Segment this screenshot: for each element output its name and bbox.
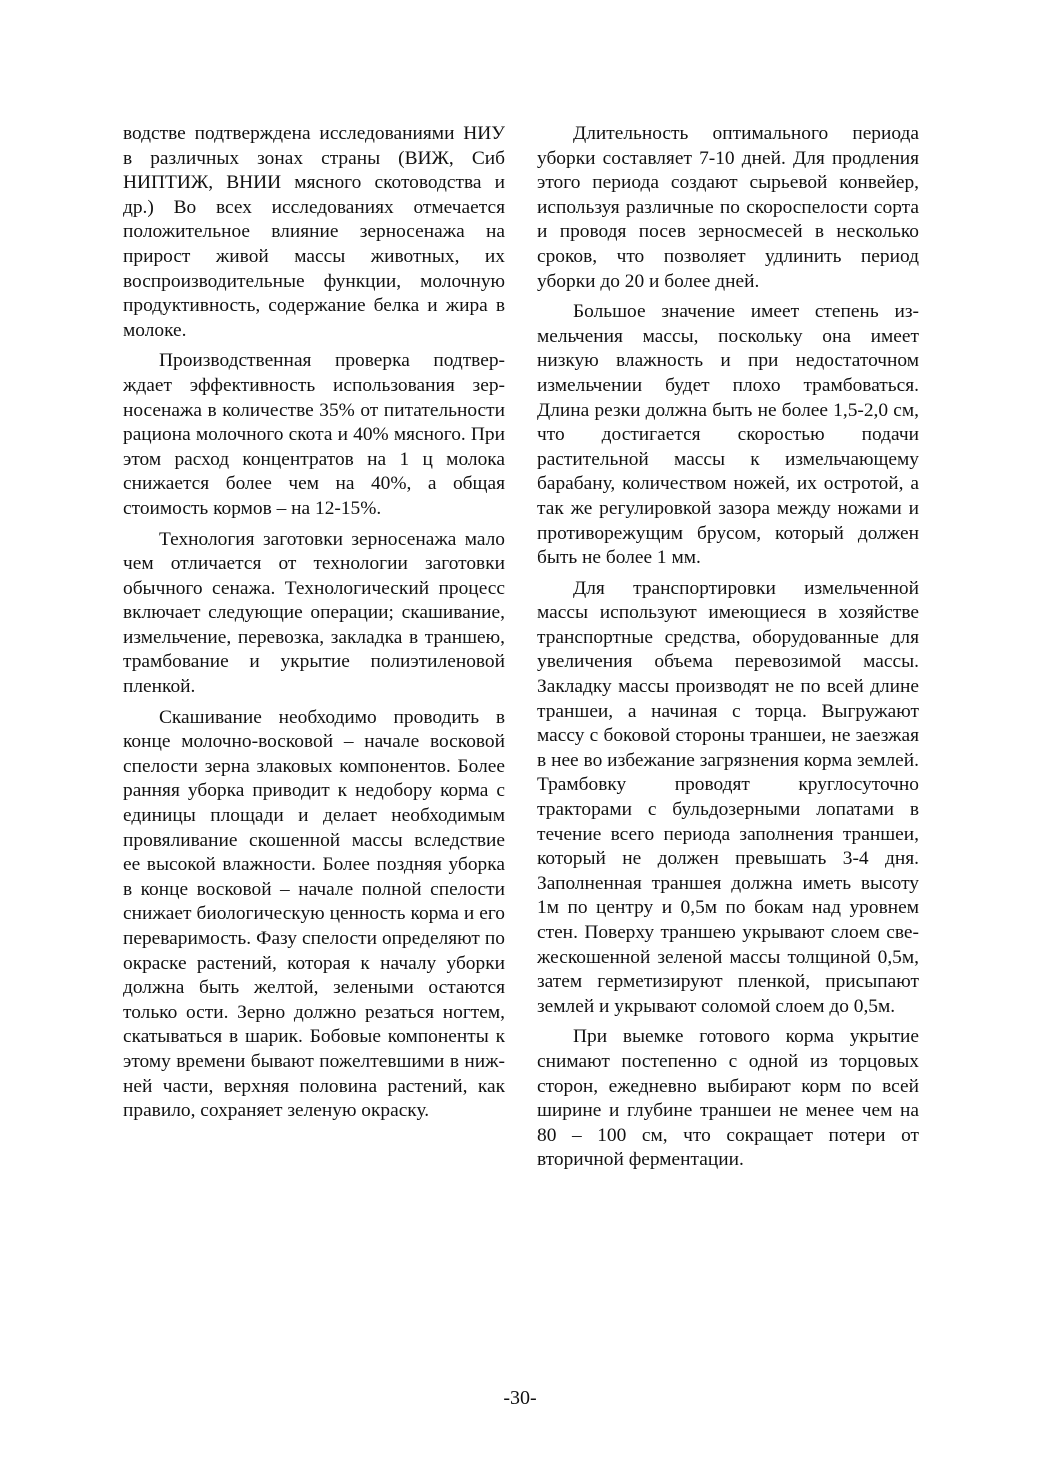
paragraph: Для транспортировки измельченной массы используют имеющиеся в хозяйстве транспортные средства, оборудованные для увеличения объема перевозимой массы. Закладку массы производят не по всей длине траншеи, а начиная с торца. Выгружают массу с боковой стороны траншеи, не заезжая в нее во избежание загрязнения корма землей. Трамбовку проводят круглосуточно тракторами с бульдозерными лопатами в течение всего периода заполнения траншеи, который не должен превышать 3-4 дня. Заполненная траншея должна иметь высоту 1м по центру и 0,5м по бокам над уровнем стен. Поверху траншею укрывают слоем свежескошенной зеленой массы толщиной 0,5м, затем герметизируют пленкой, присыпают землей и укрывают соломой слоем до 0,5м. [537,577,919,1017]
paragraph: Производственная проверка подтверждает эффективность использования зерносенажа в количестве 35% от питательности рациона молочного скота и 40% мясного. При этом расход концентратов на 1 ц молока снижается более чем на 40%, а общая стоимость кормов – на 12-15%. [123,350,505,519]
paragraph: При выемке готового корма укрытие снимают постепенно с одной из торцовых сторон, ежедневно выбирают корм по всей ширине и глубине траншеи не менее чем на 80 – 100 см, что сокращает потери от вторичной ферментации. [537,1026,919,1171]
paragraph-continued: водстве подтверждена исследованиями НИУ в различных зонах страны (ВИЖ, Сиб НИПТИЖ, ВНИИ мясного скотоводства и др.) Во всех исследованиях отмечается положительное влияние зерносенажа на прирост живой массы животных, их воспроизводительные функции, молочную продуктивность, содержание белка и жира в молоке. [123,123,505,341]
paragraph: Технология заготовки зерносенажа мало чем отличается от технологии заготовки обычного сенажа. Технологический процесс включает следующие операции; скашивание, измельчение, перевозка, закладка в траншею, трамбование и укрытие полиэтиленовой пленкой. [123,528,505,698]
right-text-column [537,122,919,1179]
left-text-column [123,122,505,1130]
page-number: -30- [503,1387,537,1409]
paragraph: Длительность оптимального периода уборки составляет 7-10 дней. Для продления этого периода создают сырьевой конвейер, используя различные по скороспелости сорта и проводя посев зерносмесей в несколько сроков, что позволяет удлинить период уборки до 20 и более дней. [537,123,919,292]
paragraph: Скашивание необходимо проводить в конце молочно-восковой – начале восковой спелости зерна злаковых компонентов. Более ранняя уборка приводит к недобору корма с единицы площади и делает необходимым провяливание скошенной массы вследствие ее высокой влажности. Более поздняя уборка в конце восковой – начале полной спелости снижает биологическую ценность корма и его переваримость. Фазу спелости определяют по окраске растений, которая к началу уборки должна быть желтой, зелеными остаются только ости. Зерно должно резаться ногтем, скатываться в шарик. Бобовые компоненты к этому времени бывают пожелтевшими в нижней части, верхняя половина растений, как правило, сохраняет зеленую окраску. [123,706,505,1122]
paragraph: Большое значение имеет степень измельчения массы, поскольку она имеет низкую влажность и при недостаточном измельчении будет плохо трамбоваться. Длина резки должна быть не более 1,5-2,0 см, что достигается скоростью подачи растительной массы к измельчающему барабану, количеством ножей, их остротой, а так же регулировкой зазора между ножами и противорежущим брусом, который должен быть не более 1 мм. [537,301,919,569]
